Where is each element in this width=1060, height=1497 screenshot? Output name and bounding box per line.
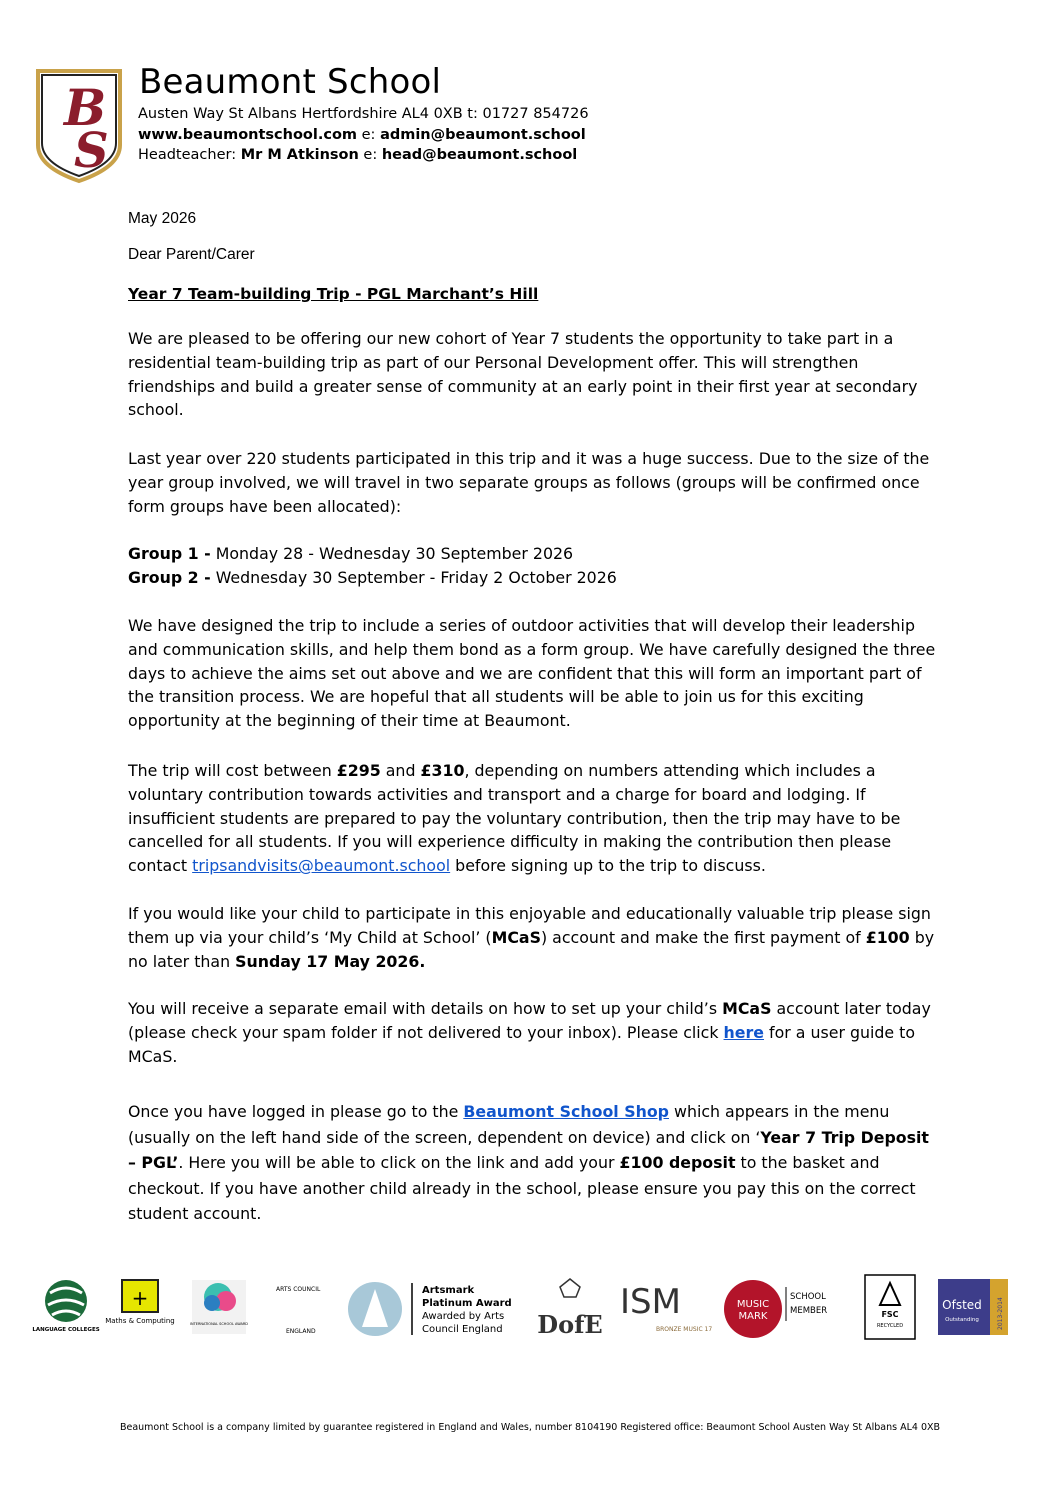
group-1-dates: Monday 28 - Wednesday 30 September 2026 bbox=[210, 544, 574, 563]
dofe-logo bbox=[537, 1279, 602, 1339]
dofe-text: DofE bbox=[537, 1310, 603, 1339]
paragraph-signup bbox=[128, 902, 938, 973]
mcas-label: MCaS bbox=[491, 927, 541, 947]
ofsted-years: 2013-2014 bbox=[997, 1297, 1004, 1330]
music-mark-1: MUSIC bbox=[736, 1299, 770, 1310]
arts-council-logo bbox=[276, 1282, 402, 1336]
group-2-label: Group 2 - bbox=[128, 568, 211, 587]
school-name: Beaumont School bbox=[139, 62, 442, 102]
group-1-label: Group 1 - bbox=[128, 544, 211, 563]
trip-deposit-item: Year 7 Trip Deposit – PGL’ bbox=[128, 1127, 929, 1172]
school-address: Austen Way St Albans Hertfordshire AL4 0XB t: 01727 854726 bbox=[138, 106, 589, 122]
paragraph-intro: We are pleased to be offering our new cohort of Year 7 students the opportunity to take part in a residential team-building trip as part of our Personal Development offer. This will strengthen friendships and build a greater sense of community at an early point in their first year at secondary school. bbox=[128, 329, 918, 420]
cost-min: £295 bbox=[336, 761, 381, 780]
music-mark-logo bbox=[724, 1280, 827, 1338]
mcas-text-a: You will receive a separate email with details on how to set up your child’s bbox=[128, 999, 723, 1018]
letter-subject: Year 7 Team-building Trip - PGL Marchant’s Hill bbox=[128, 285, 539, 303]
headteacher-label: Headteacher: bbox=[138, 147, 241, 163]
ofsted-sub: Outstanding bbox=[945, 1317, 979, 1323]
footer-company-info: Beaumont School is a company limited by guarantee registered in England and Wales, number 8104190 Registered office: Beaumont School Austen Way St Albans AL4 0XB bbox=[119, 1422, 941, 1433]
school-shop-link[interactable]: Beaumont School Shop bbox=[463, 1102, 669, 1121]
shop-text-a: Once you have logged in please go to the bbox=[128, 1102, 464, 1121]
ism-sub: BRONZE MUSIC 17 bbox=[656, 1326, 713, 1333]
cost-text-b: and bbox=[380, 761, 421, 780]
international-school-text: INTERNATIONAL SCHOOL AWARD bbox=[189, 1322, 249, 1326]
svg-text:+: + bbox=[131, 1286, 149, 1310]
artsmark-line1: Artsmark bbox=[422, 1285, 475, 1296]
language-colleges-logo bbox=[32, 1280, 99, 1333]
email-label: e: bbox=[357, 127, 381, 143]
paragraph-mcas-email bbox=[128, 997, 938, 1068]
artsmark-logo bbox=[412, 1283, 512, 1335]
group-1-line bbox=[128, 542, 938, 566]
shop-text-d: to the basket and checkout. If you have another child already in the school, please ensure you pay this on the correct student account. bbox=[128, 1153, 916, 1223]
music-mark-2: MARK bbox=[738, 1311, 768, 1322]
headteacher-line bbox=[138, 145, 577, 165]
cost-max: £310 bbox=[420, 761, 465, 780]
signup-text-c: by no later than bbox=[128, 927, 935, 971]
group-2-line bbox=[128, 566, 938, 590]
svg-text:B: B bbox=[64, 78, 107, 137]
shop-text-c: . Here you will be able to click on the link and add your bbox=[178, 1153, 620, 1172]
deposit-amount: £100 deposit bbox=[619, 1153, 736, 1172]
international-school-logo bbox=[190, 1280, 248, 1334]
trips-email-link[interactable]: tripsandvisits@beaumont.school bbox=[192, 856, 451, 876]
school-contact-line bbox=[138, 125, 586, 145]
ofsted-text: Ofsted bbox=[942, 1298, 982, 1312]
artsmark-line3: Awarded by Arts bbox=[422, 1311, 505, 1322]
fsc-sub: RECYCLED bbox=[876, 1323, 904, 1329]
ism-text: ISM bbox=[620, 1282, 681, 1322]
arts-council-top-text: ARTS COUNCIL bbox=[276, 1286, 321, 1293]
music-mark-member: MEMBER bbox=[790, 1306, 828, 1316]
fsc-text: FSC bbox=[881, 1310, 899, 1319]
paragraph-cost bbox=[128, 759, 938, 878]
cost-text-a: The trip will cost between bbox=[128, 761, 337, 780]
artsmark-line4: Council England bbox=[422, 1324, 503, 1335]
signup-text-a: If you would like your child to participate in this enjoyable and educationally valuable trip please sign them up via your child’s ‘My Child at School’ ( bbox=[128, 904, 931, 947]
fsc-logo bbox=[865, 1275, 915, 1339]
cost-text-c: , depending on numbers attending which includes a voluntary contribution towards activities and transport and a charge for board and lodging. If insufficient students are prepared to pay the voluntary contribution, then the trip may have to be cancelled for all students. If you will experience difficulty in making the contribution then please contact bbox=[128, 761, 901, 876]
ism-logo bbox=[620, 1282, 712, 1333]
maths-computing-text: Maths & Computing bbox=[105, 1317, 175, 1325]
payment-deadline: Sunday 17 May 2026. bbox=[235, 951, 426, 971]
headteacher-email[interactable]: head@beaumont.school bbox=[381, 147, 578, 163]
group-2-dates: Wednesday 30 September - Friday 2 October 2026 bbox=[210, 568, 617, 587]
letter-salutation: Dear Parent/Carer bbox=[128, 246, 255, 263]
school-email[interactable]: admin@beaumont.school bbox=[380, 127, 586, 143]
shop-text-b: which appears in the menu (usually on the left hand side of the screen, dependent on device) and click on ‘ bbox=[128, 1102, 890, 1147]
user-guide-link[interactable]: here bbox=[723, 1022, 765, 1042]
ofsted-logo bbox=[938, 1279, 1008, 1335]
letter-date: May 2026 bbox=[128, 210, 197, 227]
paragraph-groups-intro: Last year over 220 students participated in this trip and it was a huge success. Due to the size of the year group involved, we will travel in two separate groups as follows (groups will be confirmed once form groups have been allocated): bbox=[128, 449, 930, 516]
signup-text-b: ) account and make the first payment of bbox=[540, 927, 866, 947]
headteacher-name: Mr M Atkinson bbox=[240, 147, 359, 163]
paragraph-shop bbox=[128, 1099, 938, 1227]
school-crest-logo bbox=[34, 67, 124, 185]
school-website[interactable]: www.beaumontschool.com bbox=[138, 127, 358, 143]
paragraph-activities: We have designed the trip to include a series of outdoor activities that will develop their leadership and communication skills, and help them bond as a form group. We have carefully designed the three days to achieve the aims set out above and we are confident that this will form an important part of the transition process. We are hopeful that all students will be able to join us for this exciting opportunity at the beginning of their time at Beaumont. bbox=[128, 616, 936, 731]
maths-computing-logo bbox=[105, 1280, 175, 1325]
music-mark-school: SCHOOL bbox=[790, 1292, 826, 1302]
svg-text:S: S bbox=[74, 123, 109, 179]
mcas-text-b: account later today (please check your spam folder if not delivered to your inbox). Please click bbox=[128, 999, 931, 1042]
head-email-label: e: bbox=[358, 147, 382, 163]
arts-council-bottom-text: ENGLAND bbox=[286, 1328, 316, 1335]
artsmark-line2: Platinum Award bbox=[422, 1298, 512, 1309]
language-colleges-text: LANGUAGE COLLEGES bbox=[32, 1327, 100, 1333]
first-payment-amount: £100 bbox=[865, 927, 910, 947]
mcas-label-2: MCaS bbox=[722, 999, 772, 1018]
mcas-text-c: for a user guide to MCaS. bbox=[128, 1022, 916, 1066]
accreditation-logos bbox=[32, 1275, 1020, 1345]
cost-text-d: before signing up to the trip to discuss. bbox=[450, 856, 766, 876]
